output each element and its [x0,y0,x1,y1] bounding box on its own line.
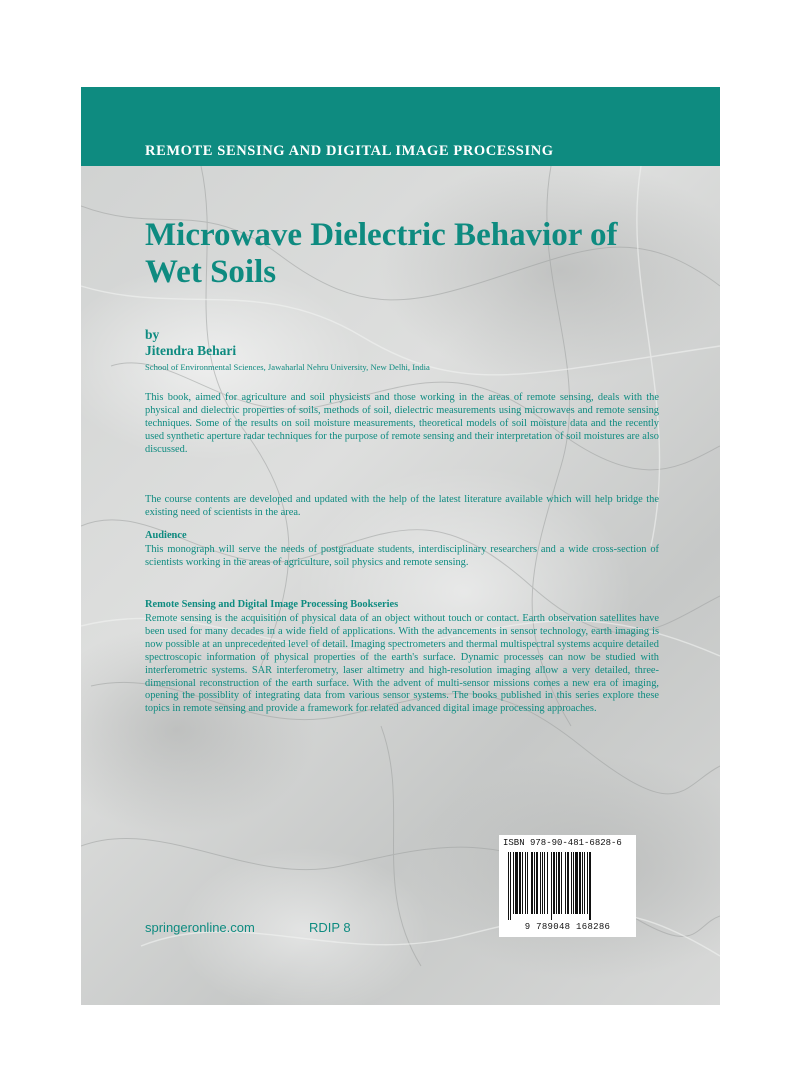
barcode-bar [522,852,523,914]
barcode-bar [540,852,541,914]
bookseries-heading: Remote Sensing and Digital Image Processing Bookseries [145,599,399,610]
author-affiliation: School of Environmental Sciences, Jawaharlal Nehru University, New Delhi, India [145,362,430,372]
barcode-bar [544,852,545,914]
book-title: Microwave Dielectric Behavior of Wet Soils [145,217,618,290]
barcode-bar [510,852,511,920]
barcode-bar [515,852,518,914]
barcode-bar [519,852,521,914]
barcode-bar [587,852,588,914]
barcode-bar [547,852,548,914]
barcode-bar [558,852,560,914]
audience-heading: Audience [145,530,187,541]
barcode-bar [565,852,566,914]
barcode-bar [531,852,533,914]
barcode-bar [567,852,569,914]
barcode-graphic [508,852,628,920]
barcode-bar [573,852,574,914]
barcode-bar [508,852,509,920]
isbn-label: ISBN 978-90-481-6828-6 [503,838,622,848]
ean-digits: 9 789048 168286 [524,922,611,932]
barcode-bar [571,852,572,914]
barcode-bar [589,852,591,920]
barcode-bar [575,852,578,914]
barcode-bar [534,852,535,914]
description-paragraph: The course contents are developed and updated with the help of the latest literature available which will help bridge the existing need of scientists in the area. [145,494,659,518]
barcode-bar [582,852,583,914]
barcode-bar [556,852,557,914]
barcode-bar [584,852,585,914]
barcode-bar [525,852,526,914]
barcode-box [499,835,636,937]
series-title: REMOTE SENSING AND DIGITAL IMAGE PROCESSING [145,143,554,159]
series-band [81,87,720,166]
barcode-bar [561,852,562,914]
barcode-bar [527,852,528,914]
series-code: RDIP 8 [309,920,351,935]
barcode-bar [579,852,581,914]
description-paragraph: This book, aimed for agriculture and soil physicists and those working in the areas of remote sensing, deals with the physical and dielectric properties of soils, methods of soil, dielectric measurements using microwaves and remote sensing techniques. Some of the results on soil moisture measurements, theoretical models of soil moisture data and the recently used synthetic aperture radar techniques for the purpose of remote sensing and their interpretation of soil moistures are also discussed. [145,392,659,455]
barcode-bar [542,852,543,914]
publisher-website: springeronline.com [145,920,255,935]
barcode-bar [551,852,552,920]
barcode-bar [553,852,555,914]
barcode-bar [513,852,514,914]
audience-text: This monograph will serve the needs of postgraduate students, interdisciplinary researchers and a wide cross-section of scientists working in the areas of agriculture, soil physics and remote sensing. [145,544,659,568]
book-back-cover [81,87,720,1005]
by-label: by [145,327,160,342]
bookseries-text: Remote sensing is the acquisition of physical data of an object without touch or contact. Earth observation satellites have been used for many decades in a wide field of applications. With the advancements in sensor technology, earth imaging is now possible at an unprecedented level of detail. Imaging spectrometers and thermal multispectral systems acquire detailed spectroscopic information of physical properties of the earth's surface. Dynamic processes can now be studied with interferometric systems. SAR interferometry, laser altimetry and high-resolution imaging allow a very detailed, three-dimensional reconstruction of the earth surface. With the advent of multi-sensor missions comes a new era of imaging, opening the possiblity of integrating data from various sensor systems. The books published in this series explore these topics in remote sensing and provide a framework for related advanced digital image processing approaches. [145,613,659,715]
barcode-bar [536,852,538,914]
author-name: Jitendra Behari [145,343,237,358]
